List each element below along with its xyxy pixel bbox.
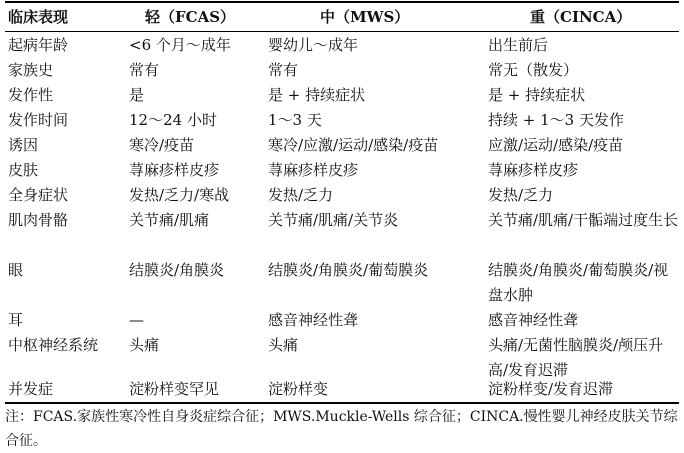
table-bottom-rule <box>5 402 679 404</box>
row-label: 家族史 <box>8 61 54 79</box>
table-cell: 发热/乏力 <box>268 186 334 204</box>
table-cell: 头痛/无菌性脑膜炎/颅压升高/发育迟滞 <box>488 336 664 379</box>
table-cell: 关节痛/肌痛/关节炎 <box>268 211 399 229</box>
table-cell: 荨麻疹样皮疹 <box>129 161 220 179</box>
table-cell: 感音神经性聋 <box>268 311 359 329</box>
table-cell: 寒冷/疫苗 <box>129 136 195 154</box>
table-cell: 结膜炎/角膜炎/葡萄膜炎 <box>268 261 429 279</box>
row-label: 诱因 <box>8 136 39 154</box>
table-cell: 发热/乏力/寒战 <box>129 186 230 204</box>
table-cell: 结膜炎/角膜炎 <box>129 261 225 279</box>
row-label: 肌肉骨骼 <box>8 211 69 229</box>
table-footnote: 注：FCAS.家族性寒冷性自身炎症综合征；MWS.Muckle-Wells 综合征；CINCA.慢性婴儿神经皮肤关节综合征。 <box>5 409 678 449</box>
table-cell: 结膜炎/角膜炎/葡萄膜炎/视盘水肿 <box>488 261 669 304</box>
table-cell: 应激/运动/感染/疫苗 <box>488 136 624 154</box>
header-moderate-mws: 中（MWS） <box>320 8 410 26</box>
row-label: 耳 <box>8 311 24 329</box>
table-cell: 感音神经性聋 <box>488 311 579 329</box>
table-cell: — <box>129 311 144 329</box>
table-header-rule <box>5 31 679 32</box>
table-cell: 常有 <box>129 61 160 79</box>
table-cell: 荨麻疹样皮疹 <box>488 161 579 179</box>
header-clinical-feature: 临床表现 <box>8 8 69 26</box>
header-severe-cinca: 重（CINCA） <box>530 8 632 26</box>
table-cell: 淀粉样变 <box>268 380 329 398</box>
table-cell: <6 个月～成年 <box>129 36 231 54</box>
table-cell: 12～24 小时 <box>129 111 217 129</box>
table-cell: 寒冷/应激/运动/感染/疫苗 <box>268 136 439 154</box>
table-top-rule <box>5 1 679 3</box>
table-cell: 关节痛/肌痛/干骺端过度生长 <box>488 211 679 229</box>
row-label: 中枢神经系统 <box>8 336 99 354</box>
row-label: 发作时间 <box>8 111 69 129</box>
table-cell: 是 <box>129 86 145 104</box>
row-label: 起病年龄 <box>8 36 69 54</box>
table-cell: 淀粉样变/发育迟滞 <box>488 380 614 398</box>
row-label: 全身症状 <box>8 186 69 204</box>
table-cell: 淀粉样变罕见 <box>129 380 220 398</box>
table-cell: 关节痛/肌痛 <box>129 211 210 229</box>
table-cell: 是 + 持续症状 <box>268 86 366 104</box>
table-cell: 常无（散发） <box>488 61 579 79</box>
table-cell: 发热/乏力 <box>488 186 554 204</box>
table-cell: 1～3 天 <box>268 111 322 129</box>
table-cell: 荨麻疹样皮疹 <box>268 161 359 179</box>
table-cell: 持续 + 1～3 天发作 <box>488 111 624 129</box>
table-cell: 出生前后 <box>488 36 549 54</box>
table-cell: 常有 <box>268 61 299 79</box>
table-cell: 婴幼儿～成年 <box>268 36 359 54</box>
row-label: 皮肤 <box>8 161 39 179</box>
table-cell: 头痛 <box>129 336 160 354</box>
row-label: 发作性 <box>8 86 54 104</box>
table-cell: 是 + 持续症状 <box>488 86 586 104</box>
row-label: 眼 <box>8 261 24 279</box>
header-mild-fcas: 轻（FCAS） <box>145 8 236 26</box>
table-cell: 头痛 <box>268 336 299 354</box>
row-label: 并发症 <box>8 380 54 398</box>
